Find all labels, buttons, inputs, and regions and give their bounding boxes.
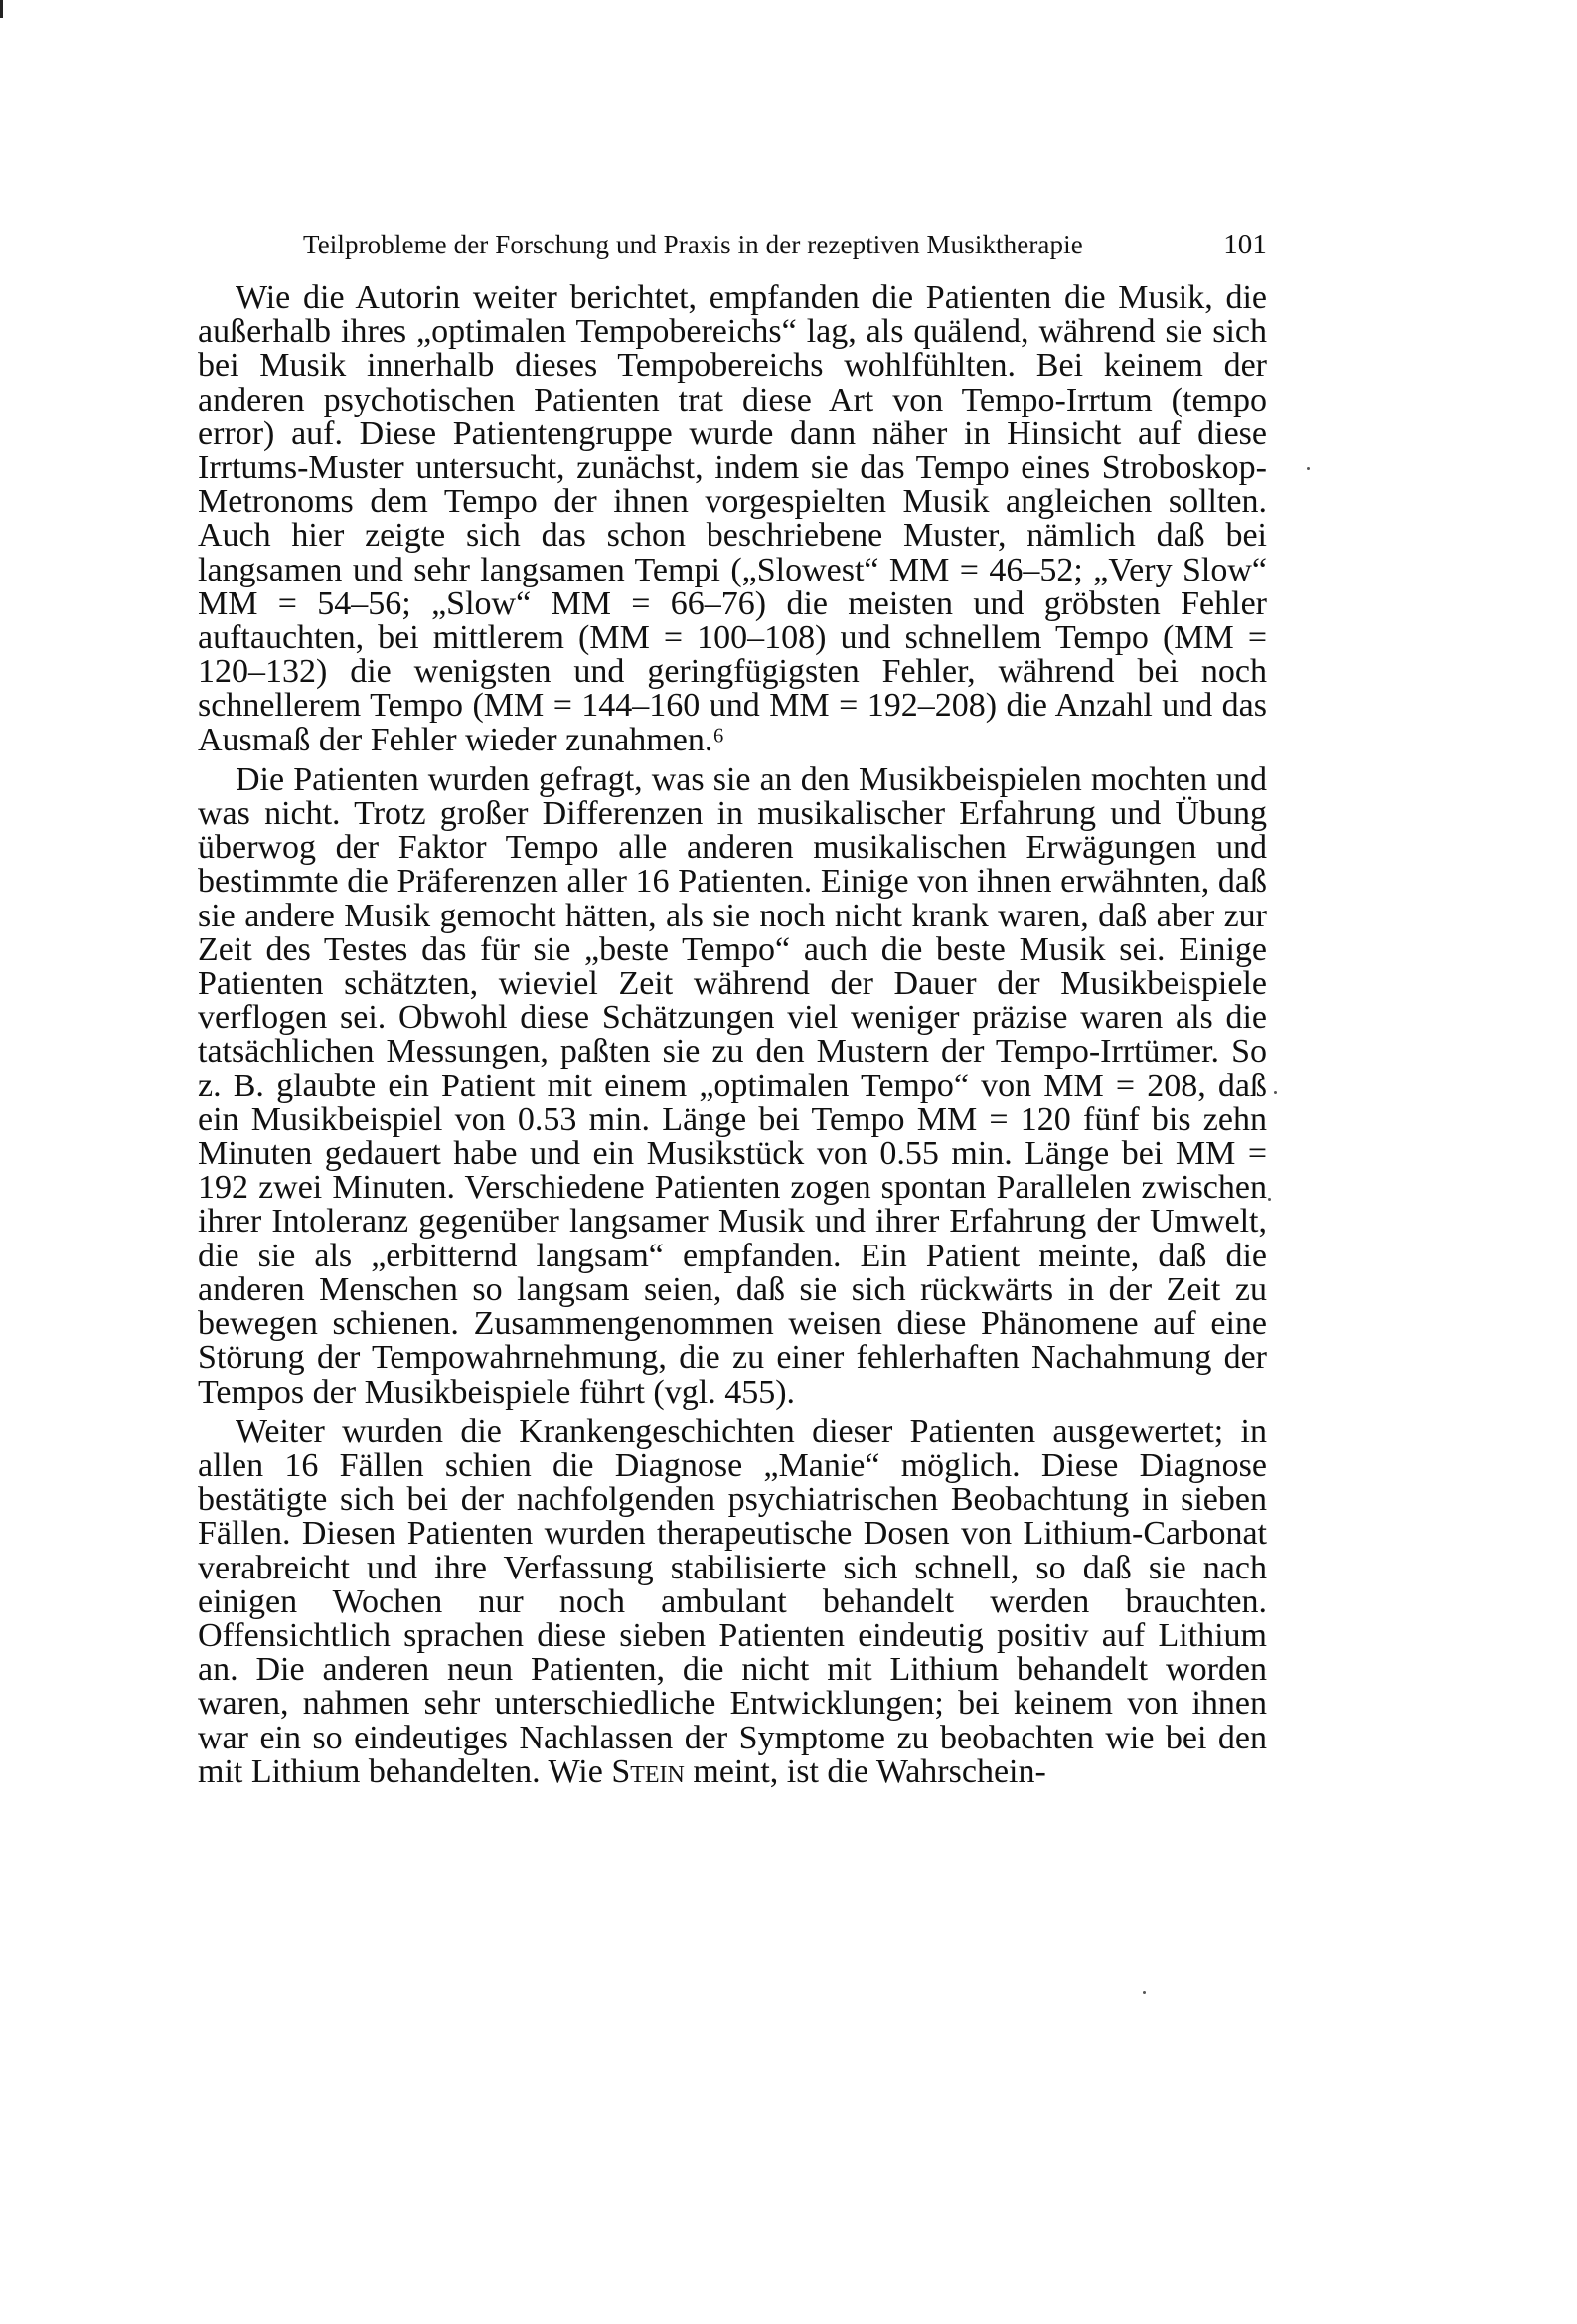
body-text: [198, 281, 1267, 1789]
paragraph-3-text: Weiter wurden die Krankengeschichten dieser Patienten ausgewertet; in allen 16 Fällen schien die Diagnose „Manie“ möglich. Diese Diagnose bestätigte sich bei der nachfolgenden psychiatrischen Beobachtung in sieben Fällen. Diesen Patienten wurden therapeutische Dosen von Lithium-Carbonat verabreicht und ihre Verfassung stabilisierte sich schnell, so daß sie nach einigen Wochen nur noch ambulant behandelt werden brauchten. Offensichtlich sprachen diese sieben Patienten eindeutig positiv auf Lithium an. Die anderen neun Patienten, die nicht mit Lithium behandelt worden waren, nahmen sehr unterschiedliche Entwicklungen; bei keinem von ihnen war ein so eindeutiges Nachlassen der Symptome zu beobachten wie bei den mit Lithium behandelten. Wie: [198, 1412, 1267, 1790]
paragraph-1: Wie die Autorin weiter berichtet, empfanden die Patienten die Musik, die außerhalb ihres „optimalen Tempobereichs“ lag, als quälend, während sie sich bei Musik innerhalb dieses Tempobereichs wohlfühlten. Bei keinem der anderen psychotischen Patienten trat diese Art von Tempo-Irrtum (tempo error) auf. Diese Patientengruppe wurde dann näher in Hinsicht auf diese Irrtums-Muster untersucht, zunächst, indem sie das Tempo eines Stroboskop-Metronoms dem Tempo der ihnen vorgespielten Musik angleichen sollten. Auch hier zeigte sich das schon beschriebene Muster, nämlich daß bei langsamen und sehr langsamen Tempi („Slowest“ MM = 46–52; „Very Slow“ MM = 54–56; „Slow“ MM = 66–76) die meisten und gröbsten Fehler auftauchten, bei mittlerem (MM = 100–108) und schnellem Tempo (MM = 120–132) die wenigsten und geringfügigsten Fehler, während bei noch schnellerem Tempo (MM = 144–160 und MM = 192–208) die Anzahl und das Ausmaß der Fehler wieder zunahmen.⁶: [198, 279, 1267, 758]
paragraph-3-tail: meint, ist die Wahrschein-: [684, 1752, 1046, 1790]
scan-speck: [1307, 467, 1310, 470]
running-header: [303, 229, 1267, 261]
scan-speck: [1143, 1991, 1146, 1994]
author-name-small-caps: Stein: [611, 1752, 685, 1790]
scan-speck: [1268, 1198, 1271, 1201]
running-title: Teilprobleme der Forschung und Praxis in der rezeptiven Musiktherapie: [303, 230, 1083, 259]
scan-edge-mark: [0, 0, 3, 18]
paragraph-2: Die Patienten wurden gefragt, was sie an den Musikbeispielen mochten und was nicht. Trotz großer Differenzen in musikalischer Erfahrung und Übung überwog der Faktor Tempo alle anderen musikalischen Erwägungen und bestimmte die Präferenzen aller 16 Patienten. Einige von ihnen erwähnten, daß sie andere Musik gemocht hätten, als sie noch nicht krank waren, daß aber zur Zeit des Testes das für sie „beste Tempo“ auch die beste Musik sei. Einige Patienten schätzten, wieviel Zeit während der Dauer der Musikbeispiele verflogen sei. Obwohl diese Schätzungen viel weniger präzise waren als die tatsächlichen Messungen, paßten sie zu den Mustern der Tempo-Irrtümer. So z. B. glaubte ein Patient mit einem „optimalen Tempo“ von MM = 208, daß ein Musikbeispiel von 0.53 min. Länge bei Tempo MM = 120 fünf bis zehn Minuten gedauert habe und ein Musikstück von 0.55 min. Länge bei MM = 192 zwei Minuten. Verschiedene Patienten zogen spontan Parallelen zwischen ihrer Intoleranz gegenüber langsamer Musik und ihrer Erfahrung der Umwelt, die sie als „erbitternd langsam“ empfanden. Ein Patient meinte, daß die anderen Menschen so langsam seien, daß sie sich rückwärts in der Zeit zu bewegen schienen. Zusammengenommen weisen diese Phänomene auf eine Störung der Tempowahrnehmung, die zu einer fehlerhaften Nachahmung der Tempos der Musikbeispiele führt (vgl. 455).: [198, 760, 1267, 1411]
paragraph-3: [198, 1412, 1267, 1790]
page-number: 101: [1223, 229, 1267, 260]
scan-speck: [1274, 1091, 1277, 1094]
